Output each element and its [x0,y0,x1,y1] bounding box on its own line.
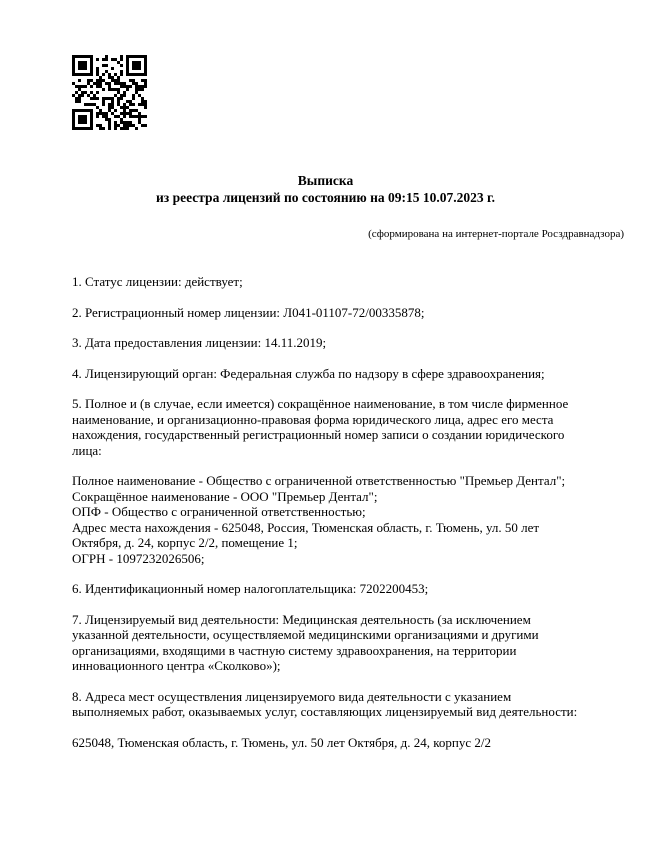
paragraph [72,396,588,458]
title-line-1: Выписка [297,173,354,188]
document-subtitle: (сформирована на интернет-портале Росздравнадзора) [368,228,624,240]
paragraph-line: 4. Лицензирующий орган: Федеральная служба по надзору в сфере здравоохранения; [72,365,545,381]
paragraph [72,581,588,597]
paragraph [72,366,588,382]
document-title [0,172,651,206]
paragraph [72,274,588,290]
paragraph [72,612,588,674]
paragraph-line: 8. Адреса мест осуществления лицензируемого вида деятельности с указанием выполняемых работ, оказываемых услуг, составляющих лицензируемый вид деятельности: [72,688,578,719]
paragraph-line: ОПФ - Общество с ограниченной ответственностью; [72,504,366,519]
document-body [72,274,588,765]
paragraph [72,473,588,566]
paragraph-line: 1. Статус лицензии: действует; [72,274,243,289]
paragraph [72,689,588,720]
paragraph [72,735,588,751]
paragraph-line: Адрес места нахождения - 625048, Россия, Тюменская область, г. Тюмень, ул. 50 лет Октября, д. 24, корпус 2/2, помещение 1; [72,519,540,550]
paragraph-line: ОГРН - 1097232026506; [72,550,205,566]
paragraph-line: 625048, Тюменская область, г. Тюмень, ул. 50 лет Октября, д. 24, корпус 2/2 [72,734,492,750]
title-line-2: из реестра лицензий по состоянию на 09:15 10.07.2023 г. [156,190,495,205]
paragraph [72,305,588,321]
paragraph-line: 6. Идентификационный номер налогоплательщика: 7202200453; [72,581,429,596]
paragraph [72,335,588,351]
paragraph-line: 3. Дата предоставления лицензии: 14.11.2019; [72,335,327,350]
paragraph-line: 5. Полное и (в случае, если имеется) сокращённое наименование, в том числе фирменное наименование, и организационно-правовая форма юридического лица, адрес его места нахождения, государственный регистрационный номер записи о создании юридического лица: [72,396,569,458]
qr-code [72,55,147,130]
paragraph-line: 7. Лицензируемый вид деятельности: Медицинская деятельность (за исключением указанной деятельности, осуществляемой медицинскими организациями и другими организациями, входящими в частную систему здравоохранения, на территории инновационного центра «Сколково»); [72,611,539,673]
paragraph-line: Полное наименование - Общество с ограниченной ответственностью "Премьер Дентал"; [72,473,566,488]
paragraph-line: 2. Регистрационный номер лицензии: Л041-01107-72/00335878; [72,304,425,320]
paragraph-line: Сокращённое наименование - ООО "Премьер Дентал"; [72,488,378,504]
